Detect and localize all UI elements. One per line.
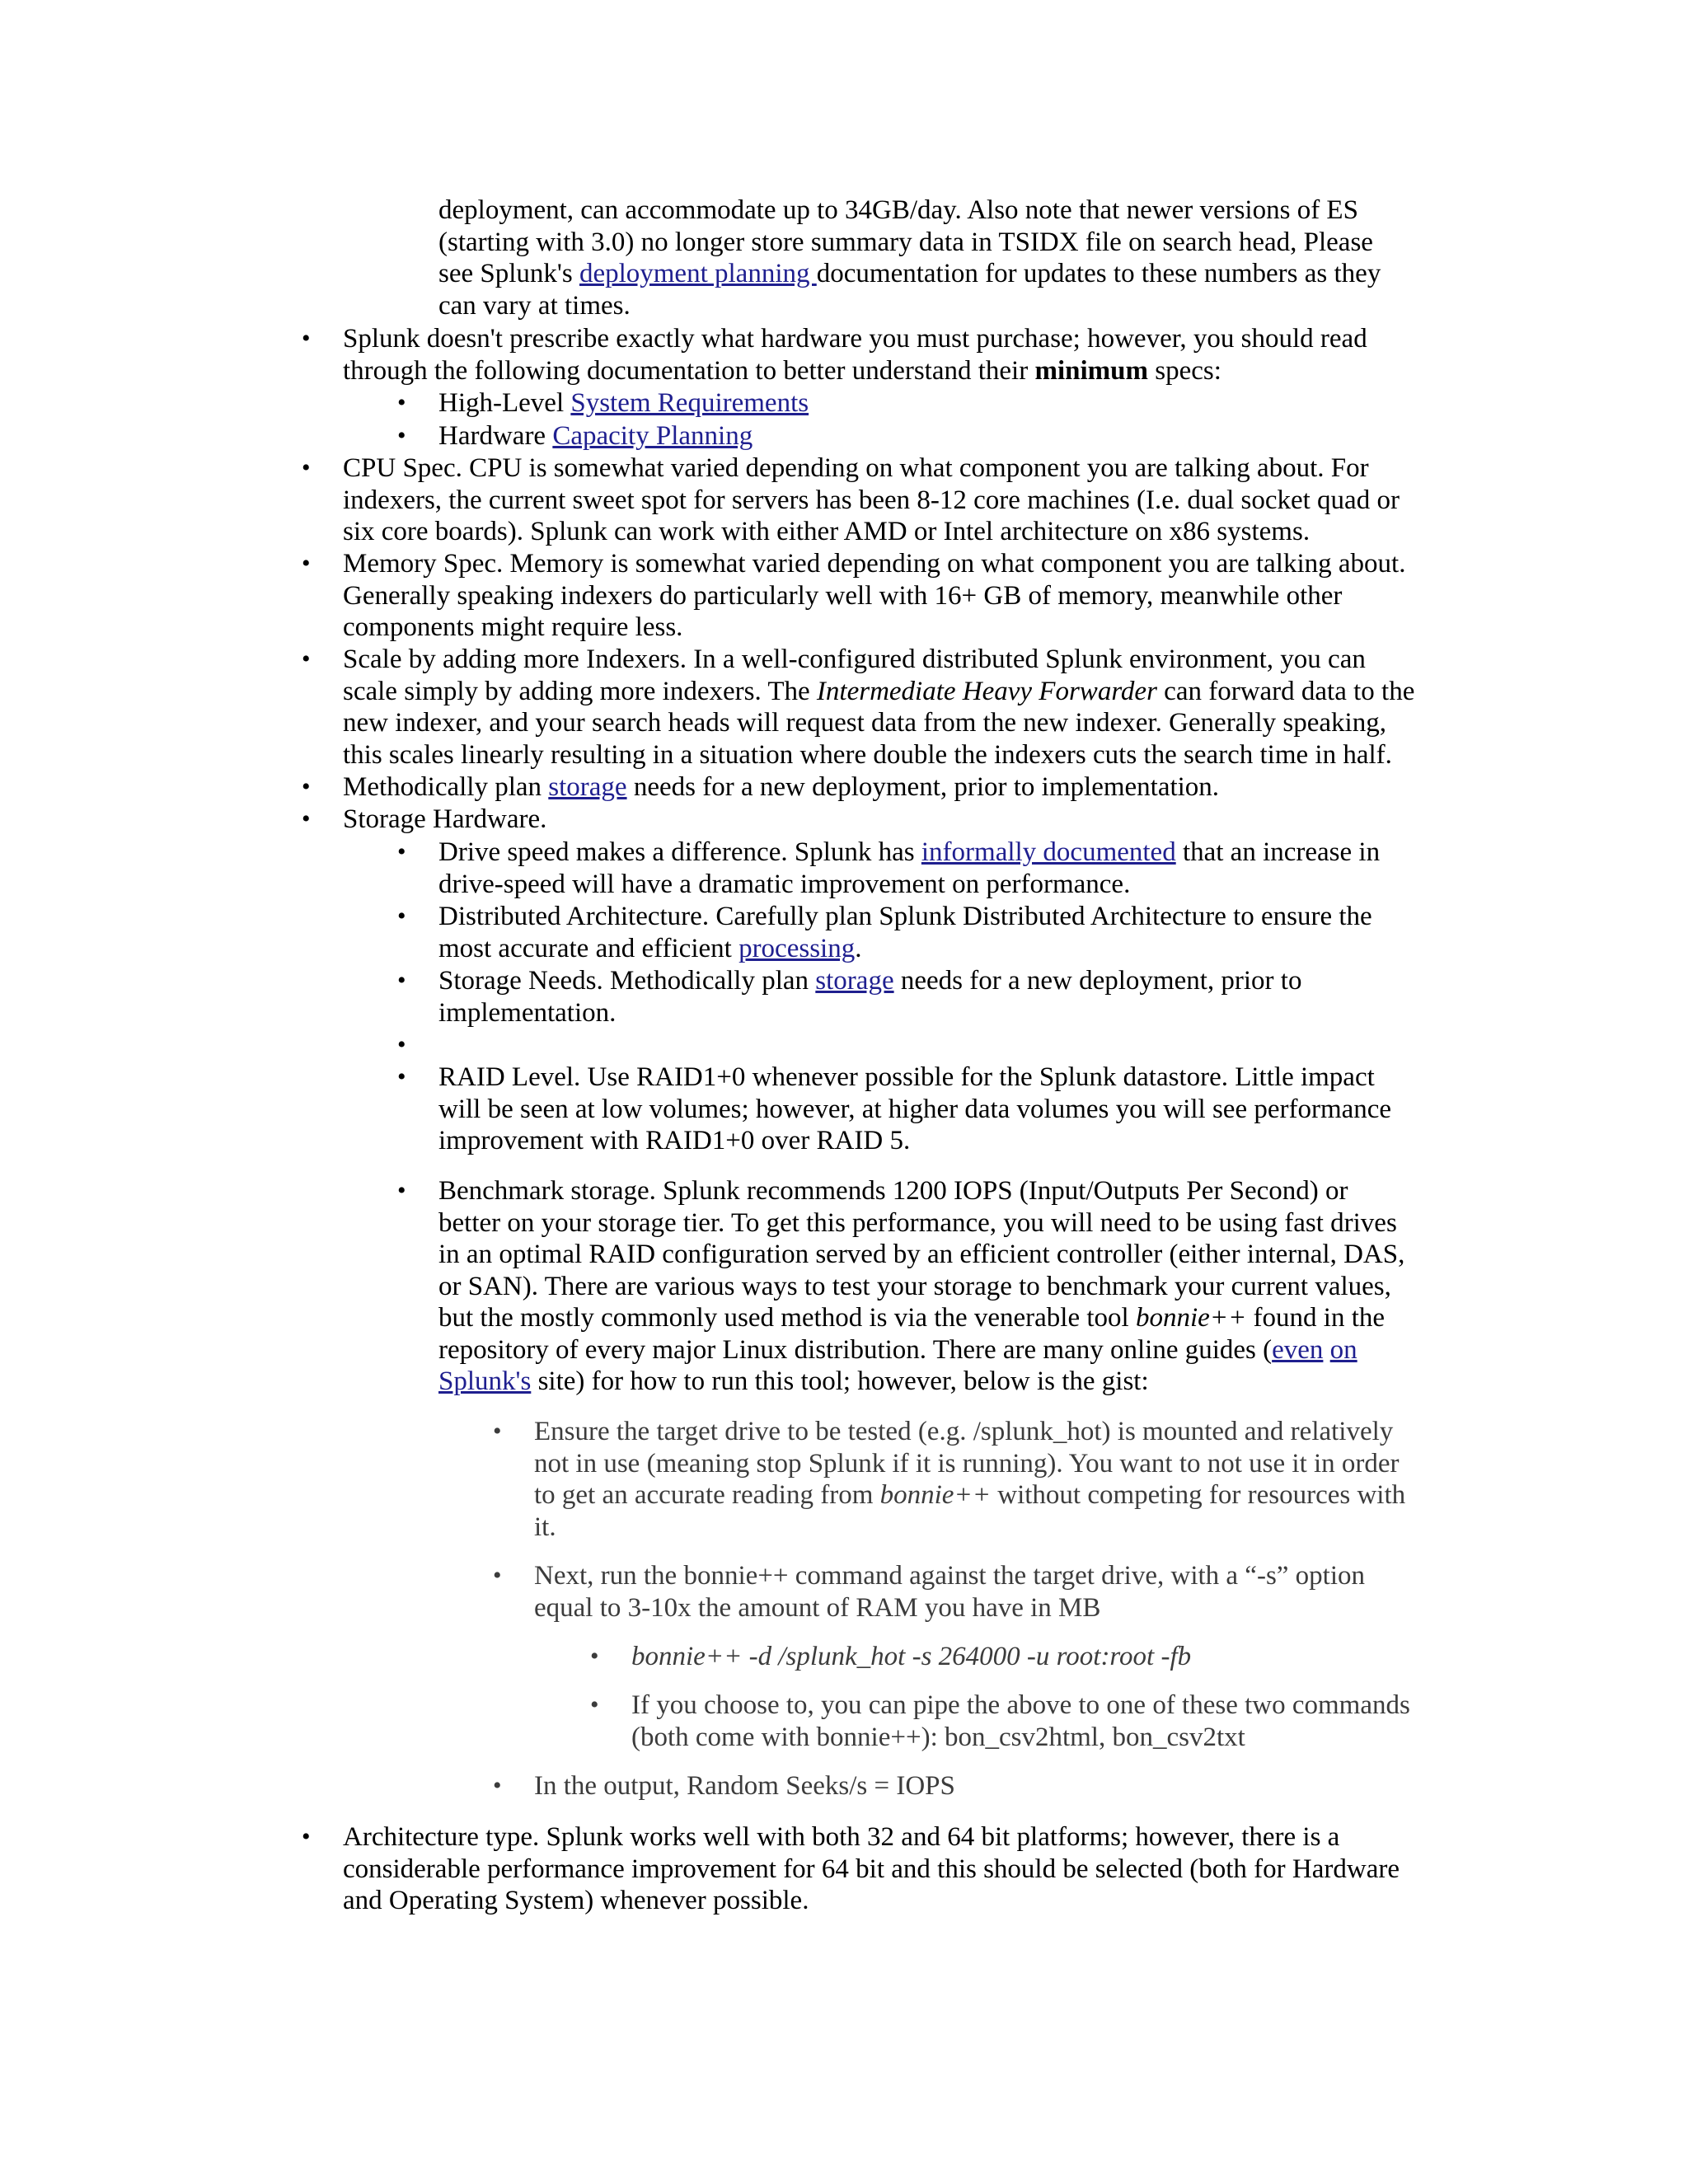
list-item-command — [590, 1641, 1456, 1673]
command-text: bonnie++ -d /splunk_hot -s 264000 -u root:root -fb — [631, 1642, 1192, 1671]
bold-text: minimum — [1034, 355, 1148, 386]
list-item-distributed-architecture — [397, 901, 1436, 964]
bullet-icon: • — [397, 389, 406, 416]
text-segment: High-Level — [438, 388, 571, 418]
bullet-icon: • — [590, 1691, 599, 1718]
text-segment — [1323, 1335, 1329, 1365]
text-line: not in use (meaning stop Splunk if it is running). You want to not use it in order — [534, 1448, 1400, 1479]
list-item-cpu-spec — [302, 452, 1447, 548]
text-line: If you choose to, you can pipe the above to one of these two commands — [631, 1690, 1410, 1720]
text-line: RAID Level. Use RAID1+0 whenever possible for the Splunk datastore. Little impact — [438, 1062, 1375, 1092]
list-item-pipe — [590, 1690, 1456, 1753]
text-line: or SAN). There are various ways to test your storage to benchmark your current values, — [438, 1271, 1391, 1301]
text-segment: site) for how to run this tool; however, below is the gist: — [531, 1366, 1149, 1396]
list-item-output — [493, 1770, 1449, 1802]
bullet-icon: • — [302, 454, 311, 481]
text-line: and Operating System) whenever possible. — [343, 1886, 809, 1915]
storage-link[interactable]: storage — [815, 966, 894, 996]
text-segment: scale simply by adding more indexers. The — [343, 676, 817, 706]
text-segment: that an increase in — [1175, 837, 1381, 867]
text-line — [438, 965, 1436, 997]
even-link[interactable]: even — [1272, 1334, 1324, 1365]
text-line: (starting with 3.0) no longer store summary data in TSIDX file on search head, Please — [438, 227, 1373, 257]
text-line: In the output, Random Seeks/s = IOPS — [534, 1771, 955, 1801]
text-line: CPU Spec. CPU is somewhat varied depending on what component you are talking about. For — [343, 453, 1369, 483]
storage-link[interactable]: storage — [548, 772, 627, 802]
processing-link[interactable]: processing — [738, 933, 856, 963]
list-item-scale-indexers — [302, 644, 1447, 771]
text-line — [438, 837, 1436, 869]
text-line — [343, 676, 1447, 708]
text-segment: see Splunk's — [438, 259, 579, 288]
bullet-icon: • — [590, 1643, 599, 1670]
on-link[interactable]: on — [1329, 1334, 1357, 1365]
text-segment: Hardware — [438, 421, 553, 451]
text-segment: found in the — [1246, 1303, 1386, 1333]
text-segment: without competing for resources with — [990, 1480, 1406, 1510]
italic-text: bonnie++ — [1135, 1303, 1247, 1333]
bullet-icon: • — [493, 1418, 502, 1445]
splunks-link[interactable]: Splunk's — [438, 1366, 532, 1396]
system-requirements-link[interactable]: System Requirements — [570, 388, 809, 418]
text-line: will be seen at low volumes; however, at higher data volumes you will see performance — [438, 1094, 1392, 1124]
text-line: Generally speaking indexers do particularly well with 16+ GB of memory, meanwhile other — [343, 580, 1343, 611]
text-line — [438, 420, 1436, 452]
text-line: indexers, the current sweet spot for servers has been 8-12 core machines (I.e. dual socket quad or — [343, 485, 1400, 515]
bullet-icon: • — [302, 773, 311, 800]
list-item-drive-speed — [397, 837, 1436, 900]
text-segment: repository of every major Linux distribution. There are many online guides ( — [438, 1334, 1273, 1365]
list-item-system-requirements — [397, 387, 1436, 419]
bullet-icon: • — [397, 902, 406, 930]
bullet-icon: • — [397, 422, 406, 449]
bullet-icon: • — [493, 1562, 502, 1589]
text-line — [438, 387, 1436, 419]
bullet-icon: • — [397, 1063, 406, 1090]
list-item-capacity-planning — [397, 420, 1436, 452]
text-line — [438, 1366, 1436, 1398]
list-item-storage-needs — [397, 965, 1436, 1029]
italic-text: bonnie++ — [879, 1480, 991, 1510]
text-line: Memory Spec. Memory is somewhat varied depending on what component you are talking about. — [343, 549, 1406, 579]
text-line: Storage Hardware. — [343, 804, 547, 834]
text-line — [438, 1334, 1436, 1366]
text-segment: needs for a new deployment, prior to — [893, 966, 1302, 996]
text-segment: needs for a new deployment, prior to implementation. — [626, 772, 1220, 802]
text-line: considerable performance improvement for 64 bit and this should be selected (both for Hardware — [343, 1854, 1400, 1884]
text-segment: to get an accurate reading from — [534, 1480, 880, 1510]
text-segment: Drive speed makes a difference. Splunk has — [438, 837, 921, 867]
text-line: equal to 3-10x the amount of RAM you have in MB — [534, 1592, 1101, 1623]
text-segment: but the mostly commonly used method is via the venerable tool — [438, 1303, 1136, 1333]
bullet-icon: • — [397, 1031, 406, 1058]
bullet-icon: • — [302, 325, 311, 352]
text-line: it. — [534, 1511, 556, 1542]
bullet-icon: • — [397, 967, 406, 994]
text-line: Next, run the bonnie++ command against the target drive, with a “-s” option — [534, 1561, 1366, 1591]
bullet-icon: • — [302, 550, 311, 577]
list-item-hardware — [302, 323, 1447, 387]
text-line: new indexer, and your search heads will request data from the new indexer. Generally speaking, — [343, 708, 1386, 738]
italic-text: Intermediate Heavy Forwarder — [816, 676, 1157, 706]
list-item-raid-level — [397, 1062, 1436, 1157]
bullet-icon: • — [397, 1177, 406, 1204]
bullet-icon: • — [302, 805, 311, 832]
text-line: improvement with RAID1+0 over RAID 5. — [438, 1126, 911, 1155]
list-item-benchmark-storage — [397, 1175, 1436, 1398]
text-segment: specs: — [1148, 355, 1221, 386]
list-item-ensure-target — [493, 1416, 1449, 1543]
text-line: implementation. — [438, 997, 617, 1028]
text-segment: can forward data to the — [1156, 676, 1415, 706]
text-line — [438, 933, 1436, 965]
list-item-plan-storage — [302, 771, 1447, 804]
text-line — [438, 258, 1436, 290]
informally-documented-link[interactable]: informally documented — [921, 837, 1176, 867]
text-line: components might require less. — [343, 612, 683, 642]
text-line: Splunk doesn't prescribe exactly what hardware you must purchase; however, you should read — [343, 324, 1367, 354]
list-item-architecture-type — [302, 1821, 1447, 1917]
list-item-memory-spec — [302, 548, 1447, 644]
text-line — [438, 1302, 1436, 1334]
text-segment: through the following documentation to better understand their — [343, 355, 1035, 386]
text-line: better on your storage tier. To get this performance, you will need to be using fast drives — [438, 1207, 1397, 1238]
continued-paragraph — [438, 194, 1436, 321]
bullet-icon: • — [302, 1823, 311, 1850]
capacity-planning-link[interactable]: Capacity Planning — [552, 421, 753, 451]
text-line — [343, 355, 1447, 387]
text-segment: Storage Needs. Methodically plan — [438, 966, 816, 996]
text-line: in an optimal RAID configuration served by an efficient controller (either internal, DAS, — [438, 1240, 1405, 1269]
text-line: deployment, can accommodate up to 34GB/day. Also note that newer versions of ES — [438, 195, 1358, 225]
text-line: Scale by adding more Indexers. In a well-configured distributed Splunk environment, you can — [343, 644, 1366, 674]
text-line: Architecture type. Splunk works well with both 32 and 64 bit platforms; however, there is a — [343, 1822, 1340, 1852]
deployment-planning-link[interactable]: deployment planning — [579, 259, 817, 288]
text-line: can vary at times. — [438, 290, 631, 321]
text-segment: . — [855, 933, 862, 963]
text-line: six core boards). Splunk can work with either AMD or Intel architecture on x86 systems. — [343, 517, 1311, 546]
text-line — [534, 1479, 1449, 1511]
text-line: Distributed Architecture. Carefully plan Splunk Distributed Architecture to ensure the — [438, 902, 1372, 931]
text-line: drive-speed will have a dramatic improvement on performance. — [438, 869, 1131, 899]
list-item-storage-hardware — [302, 804, 1447, 836]
text-line: Ensure the target drive to be tested (e.g. /splunk_hot) is mounted and relatively — [534, 1417, 1394, 1446]
list-item-run-bonnie — [493, 1560, 1449, 1624]
bullet-icon: • — [493, 1772, 502, 1799]
text-line: Benchmark storage. Splunk recommends 1200 IOPS (Input/Outputs Per Second) or — [438, 1176, 1348, 1206]
text-line — [343, 771, 1447, 804]
text-segment: documentation for updates to these numbers as they — [816, 259, 1381, 288]
bullet-icon: • — [397, 838, 406, 865]
text-segment: Methodically plan — [343, 772, 549, 802]
text-line: this scales linearly resulting in a situation where double the indexers cuts the search time in half. — [343, 739, 1392, 770]
bullet-icon: • — [302, 645, 311, 673]
text-line: (both come with bonnie++): bon_csv2html, bon_csv2txt — [631, 1722, 1245, 1752]
text-segment: most accurate and efficient — [438, 933, 739, 963]
